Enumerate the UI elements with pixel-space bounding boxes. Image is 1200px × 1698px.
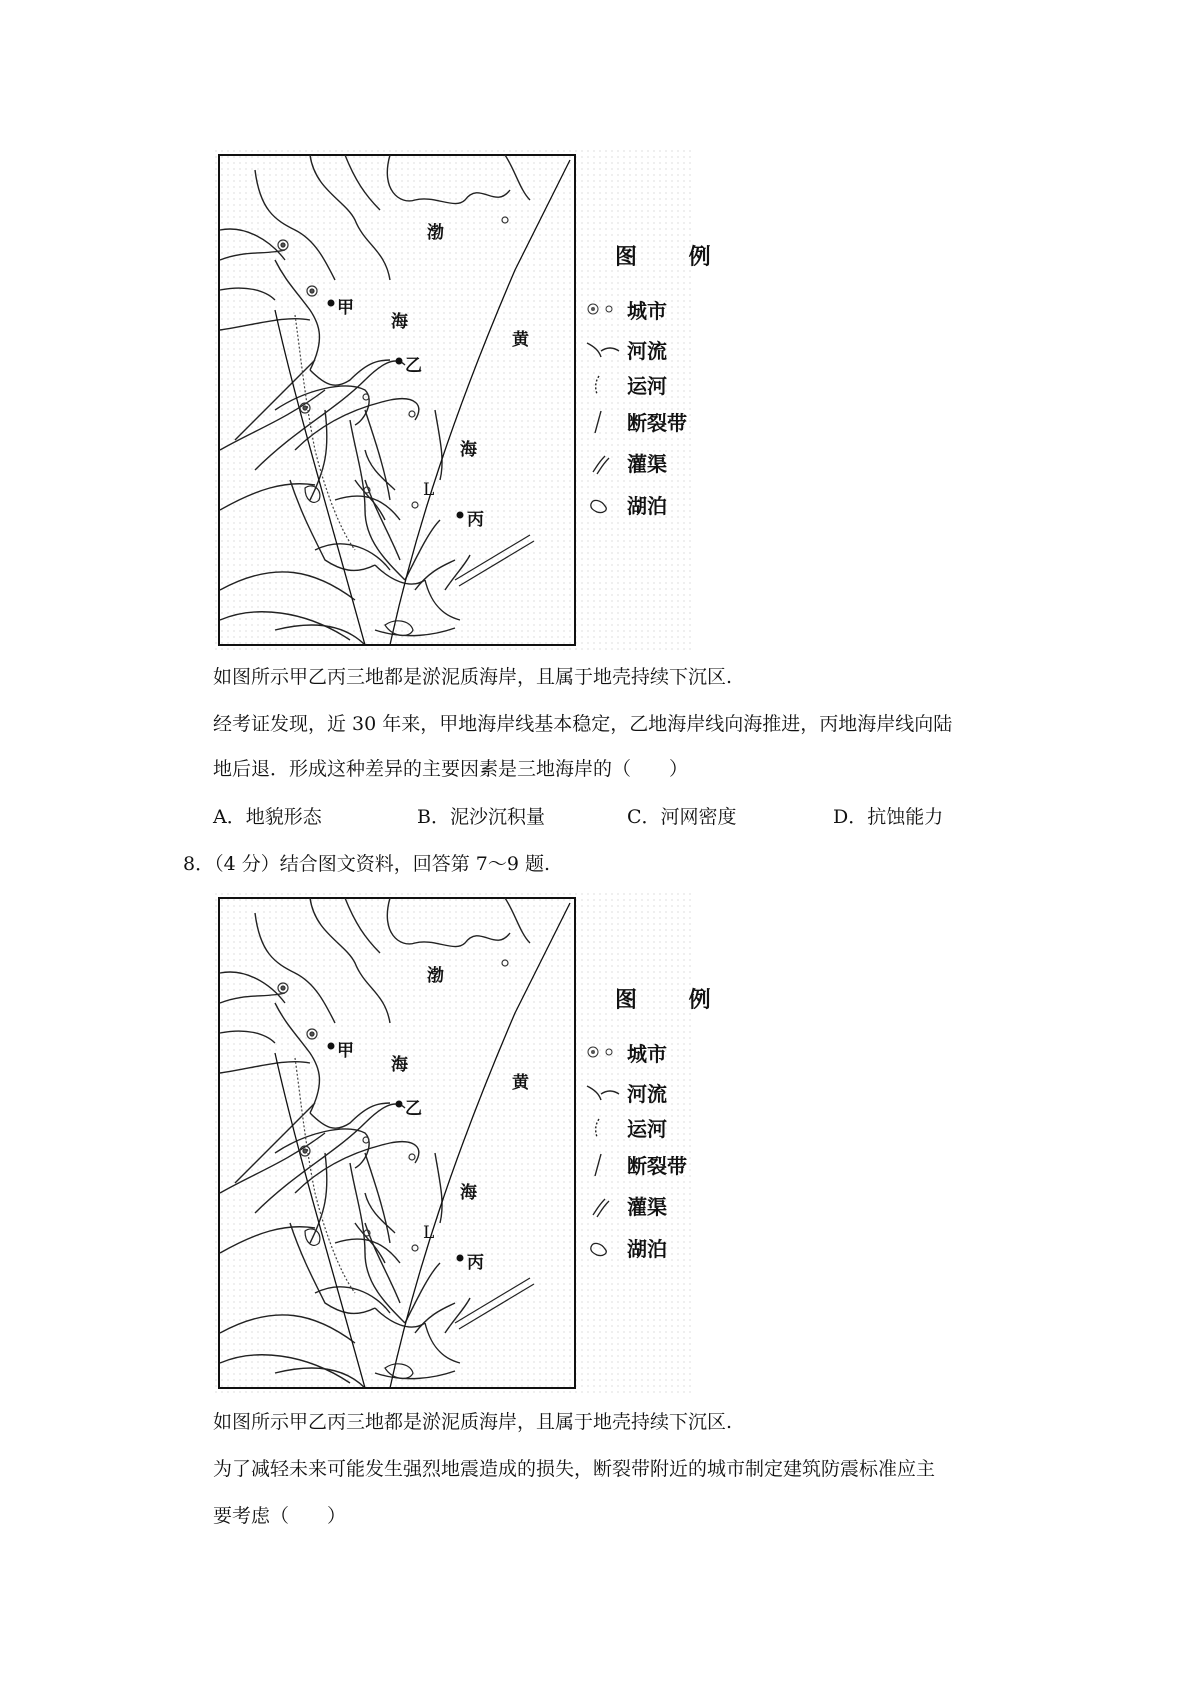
legend-label: 断裂带	[627, 1154, 687, 1178]
label-bing: 丙	[467, 1253, 484, 1273]
legend-title: 图 例	[615, 988, 733, 1013]
legend-title: 图 例	[615, 245, 733, 270]
legend-label: 运河	[627, 1117, 667, 1141]
legend-item-lake	[585, 1233, 705, 1263]
irrigation-channel-icon	[585, 1193, 621, 1219]
label-bohai-1: 渤	[427, 966, 444, 986]
fault-icon	[585, 1152, 621, 1178]
point-jia	[328, 300, 335, 307]
q8-stem-line2: 要考虑（ ）	[213, 1505, 347, 1527]
label-jia: 甲	[337, 298, 354, 318]
lake-icon	[585, 1235, 621, 1261]
lake-icon	[585, 492, 621, 518]
legend-label: 灌渠	[627, 452, 667, 476]
city-marker	[310, 289, 314, 293]
q7-intro: 如图所示甲乙丙三地都是淤泥质海岸，且属于地壳持续下沉区.	[213, 666, 733, 688]
label-bohai-2: 海	[391, 1055, 408, 1075]
label-L: L	[423, 480, 435, 500]
label-jia: 甲	[337, 1041, 354, 1061]
legend-item-fault	[585, 1150, 705, 1180]
river-icon	[585, 337, 621, 361]
label-yi: 乙	[405, 1099, 422, 1119]
legend-label: 灌渠	[627, 1195, 667, 1219]
city-icon	[585, 1040, 621, 1064]
legend-item-canal	[585, 370, 705, 400]
q7-stem-line2: 地后退．形成这种差异的主要因素是三地海岸的（ ）	[213, 758, 689, 780]
point-yi	[396, 358, 403, 365]
legend-item-irrigation	[585, 448, 705, 478]
option-c: C．河网密度	[627, 806, 737, 828]
option-b: B．泥沙沉积量	[417, 806, 545, 828]
legend-label: 断裂带	[627, 411, 687, 435]
city-icon	[585, 297, 621, 321]
fault-icon	[585, 409, 621, 435]
legend-item-river	[585, 335, 705, 365]
label-huanghai-2: 海	[460, 440, 477, 460]
legend-item-city	[585, 295, 705, 325]
legend-label: 湖泊	[627, 494, 667, 518]
legend-label: 运河	[627, 374, 667, 398]
label-bohai-1: 渤	[427, 223, 444, 243]
label-bing: 丙	[467, 510, 484, 530]
map-figure-2	[215, 893, 733, 1393]
legend-item-lake	[585, 490, 705, 520]
option-d: D．抗蚀能力	[833, 806, 944, 828]
map-drawing	[215, 150, 695, 650]
city-marker	[281, 986, 285, 990]
river-icon	[585, 1080, 621, 1104]
legend-label: 城市	[627, 299, 667, 323]
legend-item-irrigation	[585, 1191, 705, 1221]
point-yi	[396, 1101, 403, 1108]
option-a: A．地貌形态	[213, 806, 322, 828]
q7-stem-line1: 经考证发现，近 30 年来，甲地海岸线基本稳定，乙地海岸线向海推进，丙地海岸线向陆	[213, 713, 953, 735]
legend-item-river	[585, 1078, 705, 1108]
q8-header: 8．（4 分）结合图文资料，回答第 7～9 题.	[183, 853, 551, 875]
legend-item-city	[585, 1038, 705, 1068]
point-jia	[328, 1043, 335, 1050]
canal-icon	[585, 1115, 621, 1139]
legend-label: 河流	[627, 339, 667, 363]
irrigation-channel-icon	[585, 450, 621, 476]
label-bohai-2: 海	[391, 312, 408, 332]
city-marker	[303, 1149, 307, 1153]
map-drawing	[215, 893, 695, 1393]
city-marker	[281, 243, 285, 247]
legend-label: 城市	[627, 1042, 667, 1066]
legend-label: 湖泊	[627, 1237, 667, 1261]
legend-label: 河流	[627, 1082, 667, 1106]
legend-item-fault	[585, 407, 705, 437]
q8-stem-line1: 为了减轻未来可能发生强烈地震造成的损失，断裂带附近的城市制定建筑防震标准应主	[213, 1458, 936, 1480]
label-L: L	[423, 1223, 435, 1243]
point-bing	[457, 512, 464, 519]
label-huanghai-1: 黄	[512, 1073, 529, 1093]
label-huanghai-2: 海	[460, 1183, 477, 1203]
canal-icon	[585, 372, 621, 396]
map-figure-1	[215, 150, 733, 650]
point-bing	[457, 1255, 464, 1262]
label-huanghai-1: 黄	[512, 330, 529, 350]
label-yi: 乙	[405, 356, 422, 376]
city-marker	[303, 406, 307, 410]
legend-item-canal	[585, 1113, 705, 1143]
q8-intro: 如图所示甲乙丙三地都是淤泥质海岸，且属于地壳持续下沉区.	[213, 1411, 733, 1433]
city-marker	[310, 1032, 314, 1036]
